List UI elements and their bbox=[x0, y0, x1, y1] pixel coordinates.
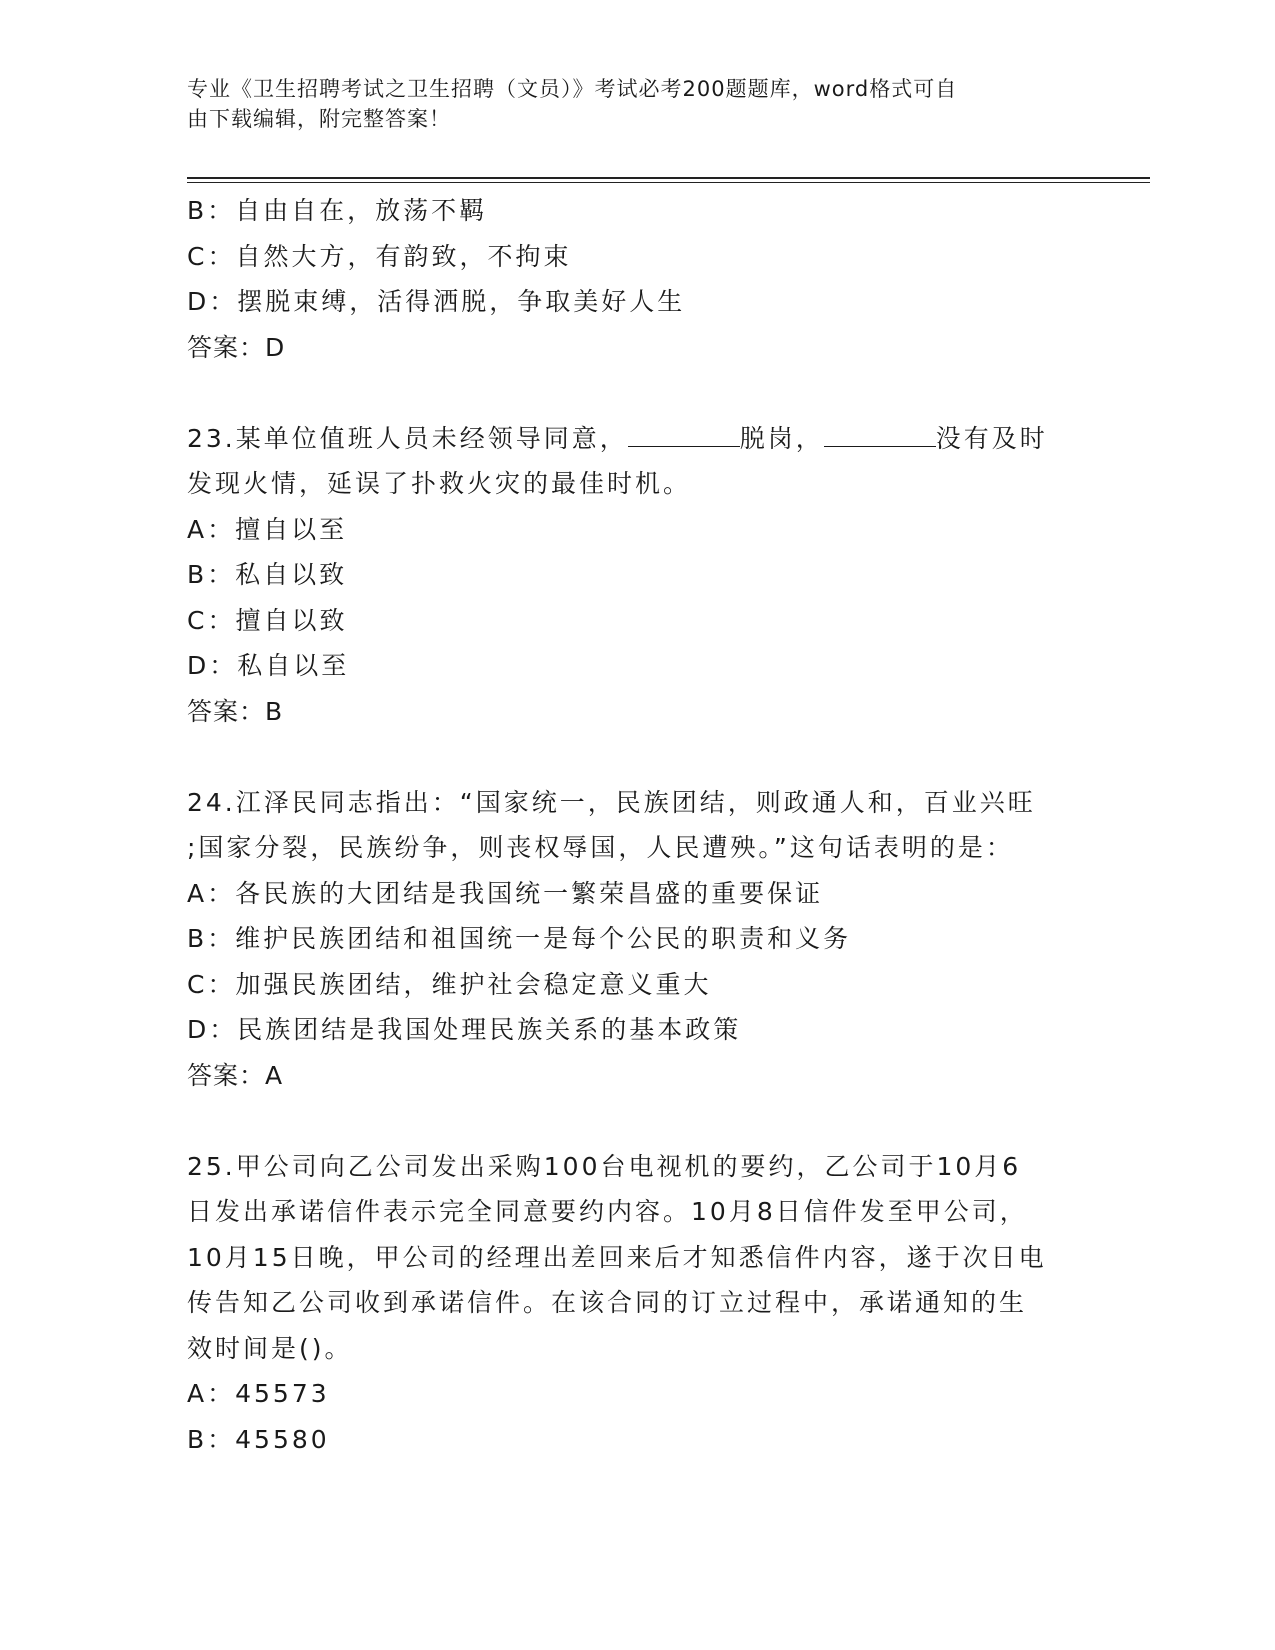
header-line-2: 由下载编辑，附完整答案！ bbox=[187, 107, 451, 131]
fill-blank-2 bbox=[824, 424, 936, 447]
header-divider-thin bbox=[187, 182, 1150, 183]
option-b: B：维护民族团结和祖国统一是每个公民的职责和义务 bbox=[187, 924, 852, 953]
option-d: D：私自以至 bbox=[187, 651, 350, 680]
answer: 答案：D bbox=[187, 332, 286, 362]
question-stem-line-2: ;国家分裂，民族纷争，则丧权辱国，人民遭殃。”这句话表明的是： bbox=[187, 833, 1014, 862]
header-divider-thick bbox=[187, 177, 1150, 179]
question-stem-line-1: 24.江泽民同志指出：“国家统一，民族团结，则政通人和，百业兴旺 bbox=[187, 787, 1036, 817]
stem-text-a: 23.某单位值班人员未经领导同意， bbox=[187, 423, 628, 453]
header-line-1: 专业《卫生招聘考试之卫生招聘（文员）》考试必考200题题库，word格式可自 bbox=[187, 77, 958, 101]
fill-blank-1 bbox=[628, 424, 740, 447]
question-25 bbox=[187, 1144, 1087, 1463]
stem-text-b: 脱岗， bbox=[739, 423, 824, 453]
question-24 bbox=[187, 780, 1087, 1099]
option-d: D：民族团结是我国处理民族关系的基本政策 bbox=[187, 1015, 742, 1044]
question-stem-line-1: 25.甲公司向乙公司发出采购100台电视机的要约，乙公司于10月6 bbox=[187, 1151, 1022, 1181]
option-b: B：45580 bbox=[187, 1424, 330, 1454]
option-c: C：自然大方，有韵致，不拘束 bbox=[187, 241, 572, 271]
option-b: B：私自以致 bbox=[187, 560, 348, 589]
question-22 bbox=[187, 188, 1087, 370]
question-stem-line-2: 发现火情，延误了扑救火灾的最佳时机。 bbox=[187, 469, 692, 498]
option-a: A：45573 bbox=[187, 1379, 330, 1408]
spacer bbox=[187, 1098, 1087, 1144]
answer: 答案：B bbox=[187, 696, 284, 726]
spacer bbox=[187, 370, 1087, 416]
question-stem-line-3: 10月15日晚，甲公司的经理出差回来后才知悉信件内容，遂于次日电 bbox=[187, 1242, 1047, 1272]
option-c: C：加强民族团结，维护社会稳定意义重大 bbox=[187, 969, 712, 999]
question-stem-line-4: 传告知乙公司收到承诺信件。在该合同的订立过程中，承诺通知的生 bbox=[187, 1288, 1028, 1317]
option-a: A：各民族的大团结是我国统一繁荣昌盛的重要保证 bbox=[187, 878, 824, 908]
answer: 答案：A bbox=[187, 1060, 284, 1090]
question-23 bbox=[187, 416, 1087, 735]
question-stem-line-1 bbox=[187, 416, 1087, 462]
option-d: D：摆脱束缚，活得洒脱，争取美好人生 bbox=[187, 287, 686, 316]
document-header bbox=[187, 74, 1067, 134]
question-stem-line-5: 效时间是()。 bbox=[187, 1333, 353, 1363]
spacer bbox=[187, 734, 1087, 780]
option-a: A：擅自以至 bbox=[187, 514, 348, 544]
stem-text-c: 没有及时 bbox=[935, 423, 1048, 453]
option-c: C：擅自以致 bbox=[187, 605, 348, 635]
question-content bbox=[187, 188, 1087, 1462]
option-b: B：自由自在，放荡不羁 bbox=[187, 196, 488, 225]
question-stem-line-2: 日发出承诺信件表示完全同意要约内容。10月8日信件发至甲公司， bbox=[187, 1197, 1028, 1226]
